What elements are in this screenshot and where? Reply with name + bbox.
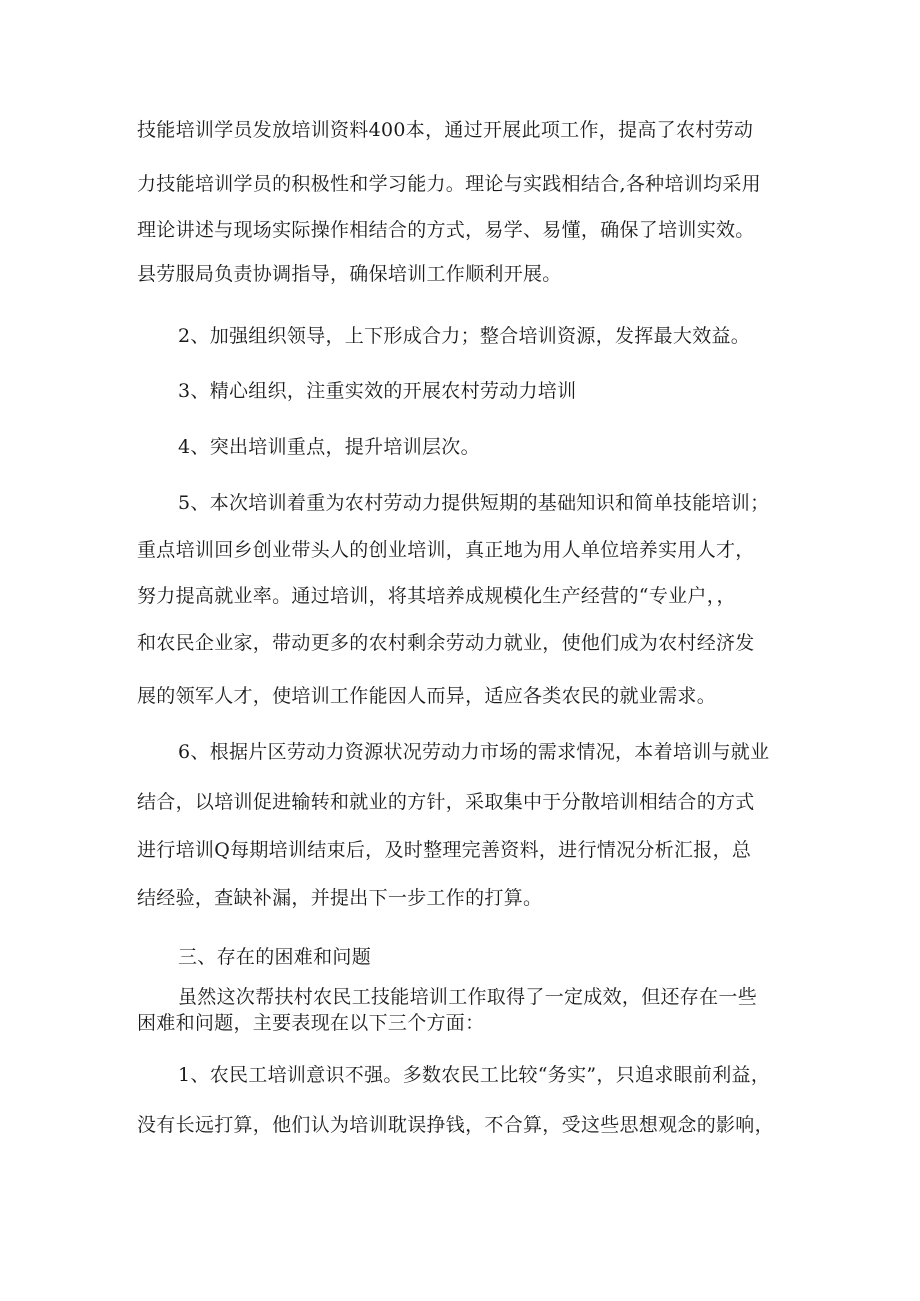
list-item: 2、加强组织领导，上下形成合力；整合培训资源，发挥最大效益。 bbox=[178, 325, 751, 347]
text-line: 结经验，查缺补漏，并提出下一步工作的打算。 bbox=[137, 887, 543, 909]
text-line: 重点培训回乡创业带头人的创业培训，真正地为用人单位培养实用人才， bbox=[137, 539, 755, 561]
list-item: 3、精心组织，注重实效的开展农村劳动力培训 bbox=[178, 380, 577, 402]
list-item: 4、突出培训重点，提升培训层次。 bbox=[178, 436, 480, 458]
text-line: 没有长远打算，他们认为培训耽误挣钱，不合算，受这些思想观念的影响， bbox=[137, 1114, 774, 1136]
text-line: 进行培训Q每期培训结束后，及时整理完善资料，进行情况分析汇报，总 bbox=[137, 839, 752, 861]
text-line: 虽然这次帮扶村农民工技能培训工作取得了一定成效，但还存在一些 bbox=[178, 986, 758, 1008]
text-line: 力技能培训学员的积极性和学习能力。理论与实践相结合,各种培训均采用 bbox=[137, 173, 761, 195]
text-line: 努力提高就业率。通过培训，将其培养成规模化生产经营的“专业户，， bbox=[137, 585, 736, 607]
section-heading: 三、存在的困难和问题 bbox=[178, 946, 372, 968]
text-line: 困难和问题，主要表现在以下三个方面： bbox=[137, 1012, 485, 1034]
text-line: 结合，以培训促进输转和就业的方针，采取集中于分散培训相结合的方式 bbox=[137, 791, 755, 813]
text-line: 和农民企业家，带动更多的农村剩余劳动力就业，使他们成为农村经济发 bbox=[137, 632, 755, 654]
text-line: 展的领军人才，使培训工作能因人而异，适应各类农民的就业需求。 bbox=[137, 685, 717, 707]
list-item: 6、根据片区劳动力资源状况劳动力市场的需求情况，本着培训与就业 bbox=[178, 741, 770, 763]
text-line: 县劳服局负责协调指导，确保培训工作顺利开展。 bbox=[137, 263, 562, 285]
text-line: 技能培训学员发放培训资料400本，通过开展此项工作，提高了农村劳动 bbox=[137, 119, 754, 141]
text-line: 理论讲述与现场实际操作相结合的方式，易学、易懂，确保了培训实效。 bbox=[137, 219, 755, 241]
list-item: 1、农民工培训意识不强。多数农民工比较“务实”，只追求眼前利益， bbox=[178, 1064, 771, 1086]
list-item: 5、本次培训着重为农村劳动力提供短期的基础知识和简单技能培训； bbox=[178, 492, 770, 514]
